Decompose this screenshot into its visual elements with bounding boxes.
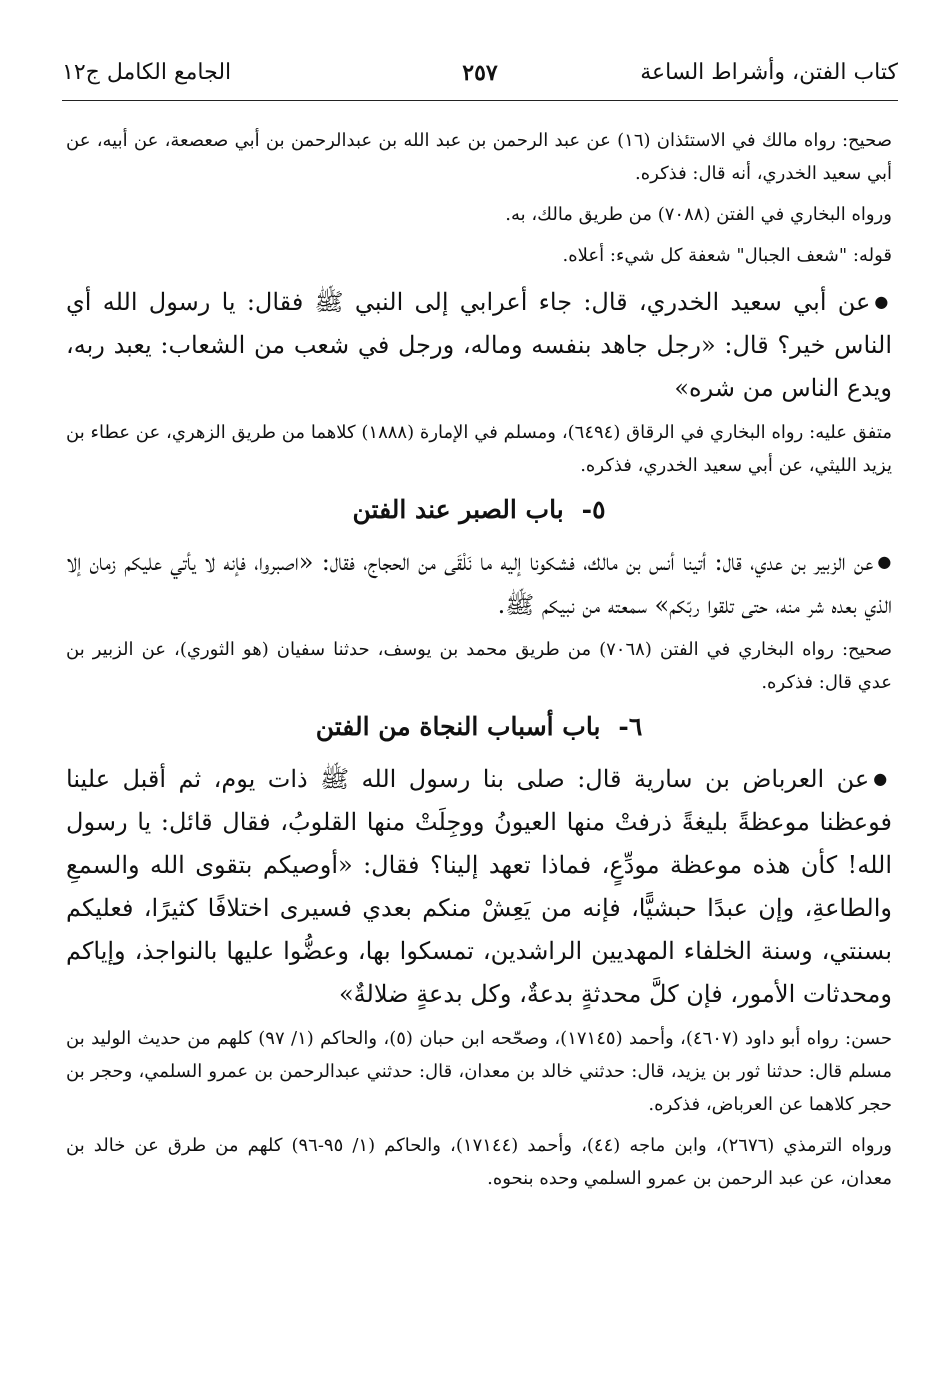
bullet-icon: ● [877, 552, 892, 571]
chapter-heading [66, 490, 892, 530]
hadith-text [66, 280, 892, 410]
book-section-title: كتاب الفتن، وأشراط الساعة [640, 60, 898, 85]
hadith-text [66, 757, 892, 1016]
takhrij-note: ورواه الترمذي (٢٦٧٦)، وابن ماجه (٤٤)، وأحمد (١٧١٤٤)، والحاكم (١/ ٩٥-٩٦) كلهم من طرق عن خالد بن معدان، عن عبد الرحمن بن عمرو السلمي وحده بنحوه. [66, 1135, 892, 1189]
page-body [66, 124, 892, 1203]
hadith-body: عن العرباض بن سارية قال: صلى بنا رسول الله ﷺ ذات يوم، ثم أقبل علينا فوعظنا موعظةً بليغةً ذرفتْ منها العيونُ ووجِلَتْ منها القلوبُ، فقال قائل: يا رسول الله! كأن هذه موعظة مودِّعٍ، فماذا تعهد إلينا؟ فقال: «أوصيكم بتقوى الله والسمعِ والطاعةِ، وإن عبدًا حبشيًّا، فإنه من يَعِشْ منكم بعدي فسيرى اختلافًا كثيرًا، فعليكم بسنتي، وسنة الخلفاء المهديين الراشدين، تمسكوا بها، وعضُّوا عليها بالنواجذ، وإياكم ومحدثات الأمور، فإن كلَّ محدثةٍ بدعةٌ، وكل بدعةٍ ضلالةٌ» [66, 765, 892, 1008]
bullet-icon: ● [874, 292, 892, 311]
chapter-title: باب أسباب النجاة من الفتن [315, 712, 601, 741]
takhrij-note: صحيح: رواه البخاري في الفتن (٧٠٦٨) من طريق محمد بن يوسف، حدثنا سفيان (هو الثوري)، عن الزبير بن عدي قال: فذكره. [66, 639, 892, 693]
takhrij-note: صحيح: رواه مالك في الاستئذان (١٦) عن عبد الرحمن بن عبد الله بن عبدالرحمن بن أبي صعصعة، عن أبيه، عن أبي سعيد الخدري، أنه قال: فذكره. [66, 130, 892, 184]
explanation-note: قوله: "شعف الجبال" شعفة كل شيء: أعلاه. [562, 245, 892, 266]
page-number: ٢٥٧ [462, 60, 498, 86]
chapter-title: باب الصبر عند الفتن [352, 495, 564, 524]
page-header [62, 56, 898, 101]
takhrij-note: ورواه البخاري في الفتن (٧٠٨٨) من طريق مالك، به. [505, 204, 892, 225]
hadith-body: عن أبي سعيد الخدري، قال: جاء أعرابي إلى النبي ﷺ فقال: يا رسول الله أي الناس خير؟ قال: «رجل جاهد بنفسه وماله، ورجل في شعب من الشعاب: يعبد ربه، ويدع الناس من شره» [66, 288, 892, 402]
chapter-number: ٥- [581, 495, 606, 524]
hadith-body: عن الزبير بن عدي، قال: أتينا أنس بن مالك، فشكونا إليه ما نَلْقَى من الحجاج، فقال: «اصبروا، فإنه لا يأتي عليكم زمان إلا الذي بعده شر منه، حتى تلقوا ربّكم» سمعته من نبيكم ﷺ. [66, 548, 892, 619]
bullet-icon: ● [873, 769, 892, 788]
takhrij-note: متفق عليه: رواه البخاري في الرقاق (٦٤٩٤)، ومسلم في الإمارة (١٨٨٨) كلاهما من طريق الزهري، عن عطاء بن يزيد الليثي، عن أبي سعيد الخدري، فذكره. [66, 422, 892, 476]
hadith-text [66, 540, 892, 627]
chapter-heading [66, 707, 892, 747]
chapter-number: ٦- [618, 712, 643, 741]
takhrij-note: حسن: رواه أبو داود (٤٦٠٧)، وأحمد (١٧١٤٥)، وصحّحه ابن حبان (٥)، والحاكم (١/ ٩٧) كلهم من حديث الوليد بن مسلم قال: حدثنا ثور بن يزيد، قال: حدثني خالد بن معدان، قال: حدثني عبدالرحمن بن عمرو السلمي، وحجر بن حجر كلاهما عن العرباض، فذكره. [66, 1028, 892, 1115]
book-volume-title: الجامع الكامل ج١٢ [62, 60, 232, 85]
